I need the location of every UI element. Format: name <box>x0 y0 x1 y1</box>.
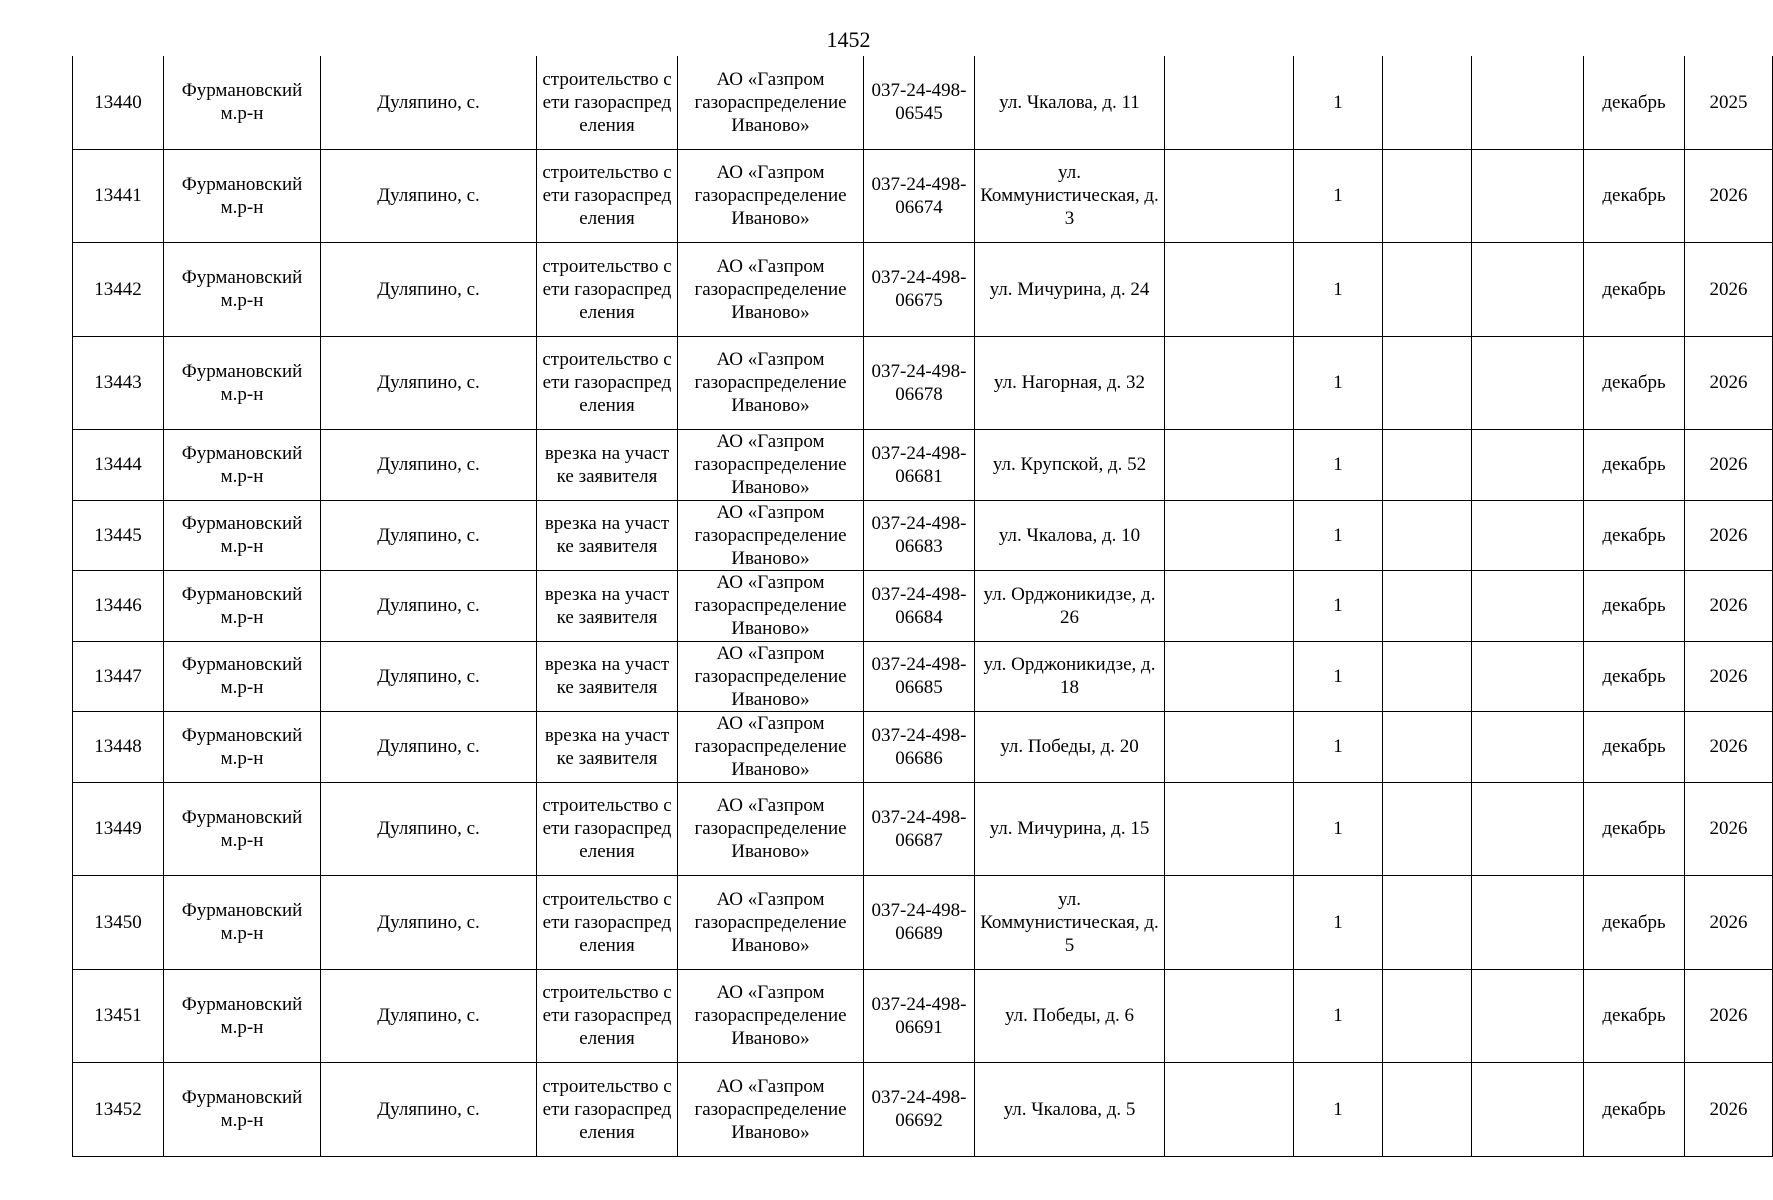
quantity-cell: 1 <box>1294 1063 1383 1157</box>
work-type-cell: строительство сети газораспределения <box>537 782 678 876</box>
work-type-cell: врезка на участке заявителя <box>537 430 678 501</box>
year-cell: 2025 <box>1685 56 1773 149</box>
locality-cell: Дуляпино, с. <box>321 430 537 501</box>
month-cell: декабрь <box>1584 712 1685 783</box>
address-cell: ул. Крупской, д. 52 <box>975 430 1165 501</box>
locality-cell: Дуляпино, с. <box>321 500 537 571</box>
year-cell: 2026 <box>1685 336 1773 430</box>
district-cell: Фурмановский м.р-н <box>164 56 321 149</box>
table-row <box>73 336 1773 430</box>
company-cell: АО «Газпром газораспределение Иваново» <box>678 430 864 501</box>
empty-cell <box>1165 336 1294 430</box>
month-cell: декабрь <box>1584 336 1685 430</box>
district-cell: Фурмановский м.р-н <box>164 1063 321 1157</box>
year-cell: 2026 <box>1685 969 1773 1063</box>
year-cell: 2026 <box>1685 876 1773 970</box>
locality-cell: Дуляпино, с. <box>321 969 537 1063</box>
quantity-cell: 1 <box>1294 243 1383 337</box>
empty-cell <box>1472 571 1584 642</box>
row-number-cell: 13441 <box>73 149 164 243</box>
district-cell: Фурмановский м.р-н <box>164 571 321 642</box>
empty-cell <box>1383 712 1472 783</box>
quantity-cell: 1 <box>1294 571 1383 642</box>
table-row <box>73 149 1773 243</box>
year-cell: 2026 <box>1685 430 1773 501</box>
empty-cell <box>1383 56 1472 149</box>
district-cell: Фурмановский м.р-н <box>164 430 321 501</box>
empty-cell <box>1165 969 1294 1063</box>
month-cell: декабрь <box>1584 430 1685 501</box>
empty-cell <box>1383 571 1472 642</box>
work-type-cell: строительство сети газораспределения <box>537 336 678 430</box>
district-cell: Фурмановский м.р-н <box>164 712 321 783</box>
empty-cell <box>1472 782 1584 876</box>
application-code-cell: 037-24-498-06685 <box>864 641 975 712</box>
empty-cell <box>1165 571 1294 642</box>
month-cell: декабрь <box>1584 56 1685 149</box>
year-cell: 2026 <box>1685 1063 1773 1157</box>
quantity-cell: 1 <box>1294 712 1383 783</box>
address-cell: ул. Орджоникидзе, д. 26 <box>975 571 1165 642</box>
row-number-cell: 13446 <box>73 571 164 642</box>
table-row <box>73 430 1773 501</box>
row-number-cell: 13450 <box>73 876 164 970</box>
empty-cell <box>1472 149 1584 243</box>
month-cell: декабрь <box>1584 500 1685 571</box>
empty-cell <box>1165 876 1294 970</box>
locality-cell: Дуляпино, с. <box>321 1063 537 1157</box>
address-cell: ул. Чкалова, д. 11 <box>975 56 1165 149</box>
table-row <box>73 243 1773 337</box>
empty-cell <box>1165 243 1294 337</box>
company-cell: АО «Газпром газораспределение Иваново» <box>678 571 864 642</box>
district-cell: Фурмановский м.р-н <box>164 641 321 712</box>
empty-cell <box>1472 1063 1584 1157</box>
address-cell: ул. Коммунистическая, д. 5 <box>975 876 1165 970</box>
table-row <box>73 782 1773 876</box>
row-number-cell: 13452 <box>73 1063 164 1157</box>
district-cell: Фурмановский м.р-н <box>164 149 321 243</box>
year-cell: 2026 <box>1685 149 1773 243</box>
empty-cell <box>1383 876 1472 970</box>
locality-cell: Дуляпино, с. <box>321 876 537 970</box>
company-cell: АО «Газпром газораспределение Иваново» <box>678 641 864 712</box>
month-cell: декабрь <box>1584 149 1685 243</box>
company-cell: АО «Газпром газораспределение Иваново» <box>678 876 864 970</box>
company-cell: АО «Газпром газораспределение Иваново» <box>678 336 864 430</box>
empty-cell <box>1383 1063 1472 1157</box>
company-cell: АО «Газпром газораспределение Иваново» <box>678 782 864 876</box>
month-cell: декабрь <box>1584 969 1685 1063</box>
empty-cell <box>1472 243 1584 337</box>
application-code-cell: 037-24-498-06684 <box>864 571 975 642</box>
table-row <box>73 969 1773 1063</box>
company-cell: АО «Газпром газораспределение Иваново» <box>678 149 864 243</box>
district-cell: Фурмановский м.р-н <box>164 243 321 337</box>
row-number-cell: 13448 <box>73 712 164 783</box>
district-cell: Фурмановский м.р-н <box>164 500 321 571</box>
locality-cell: Дуляпино, с. <box>321 243 537 337</box>
year-cell: 2026 <box>1685 243 1773 337</box>
quantity-cell: 1 <box>1294 149 1383 243</box>
locality-cell: Дуляпино, с. <box>321 56 537 149</box>
company-cell: АО «Газпром газораспределение Иваново» <box>678 969 864 1063</box>
district-cell: Фурмановский м.р-н <box>164 336 321 430</box>
empty-cell <box>1472 876 1584 970</box>
empty-cell <box>1165 430 1294 501</box>
locality-cell: Дуляпино, с. <box>321 149 537 243</box>
quantity-cell: 1 <box>1294 641 1383 712</box>
company-cell: АО «Газпром газораспределение Иваново» <box>678 56 864 149</box>
work-type-cell: строительство сети газораспределения <box>537 243 678 337</box>
work-type-cell: строительство сети газораспределения <box>537 56 678 149</box>
month-cell: декабрь <box>1584 782 1685 876</box>
month-cell: декабрь <box>1584 876 1685 970</box>
empty-cell <box>1472 641 1584 712</box>
empty-cell <box>1472 336 1584 430</box>
page-number: 1452 <box>826 27 871 52</box>
application-code-cell: 037-24-498-06692 <box>864 1063 975 1157</box>
locality-cell: Дуляпино, с. <box>321 712 537 783</box>
empty-cell <box>1165 500 1294 571</box>
month-cell: декабрь <box>1584 243 1685 337</box>
month-cell: декабрь <box>1584 641 1685 712</box>
empty-cell <box>1472 500 1584 571</box>
district-cell: Фурмановский м.р-н <box>164 969 321 1063</box>
empty-cell <box>1472 712 1584 783</box>
quantity-cell: 1 <box>1294 56 1383 149</box>
work-type-cell: врезка на участке заявителя <box>537 712 678 783</box>
work-type-cell: строительство сети газораспределения <box>537 876 678 970</box>
address-cell: ул. Победы, д. 20 <box>975 712 1165 783</box>
empty-cell <box>1472 56 1584 149</box>
empty-cell <box>1165 56 1294 149</box>
empty-cell <box>1383 336 1472 430</box>
empty-cell <box>1383 782 1472 876</box>
table-row <box>73 1063 1773 1157</box>
application-code-cell: 037-24-498-06681 <box>864 430 975 501</box>
company-cell: АО «Газпром газораспределение Иваново» <box>678 500 864 571</box>
company-cell: АО «Газпром газораспределение Иваново» <box>678 243 864 337</box>
locality-cell: Дуляпино, с. <box>321 782 537 876</box>
locality-cell: Дуляпино, с. <box>321 571 537 642</box>
application-code-cell: 037-24-498-06674 <box>864 149 975 243</box>
table-row <box>73 712 1773 783</box>
table-row <box>73 56 1773 149</box>
quantity-cell: 1 <box>1294 500 1383 571</box>
empty-cell <box>1165 1063 1294 1157</box>
work-type-cell: строительство сети газораспределения <box>537 149 678 243</box>
empty-cell <box>1383 243 1472 337</box>
empty-cell <box>1383 969 1472 1063</box>
address-cell: ул. Коммунистическая, д. 3 <box>975 149 1165 243</box>
work-type-cell: врезка на участке заявителя <box>537 571 678 642</box>
locality-cell: Дуляпино, с. <box>321 641 537 712</box>
row-number-cell: 13451 <box>73 969 164 1063</box>
application-code-cell: 037-24-498-06691 <box>864 969 975 1063</box>
company-cell: АО «Газпром газораспределение Иваново» <box>678 712 864 783</box>
month-cell: декабрь <box>1584 1063 1685 1157</box>
year-cell: 2026 <box>1685 641 1773 712</box>
empty-cell <box>1383 641 1472 712</box>
row-number-cell: 13440 <box>73 56 164 149</box>
application-code-cell: 037-24-498-06687 <box>864 782 975 876</box>
table-row <box>73 571 1773 642</box>
locality-cell: Дуляпино, с. <box>321 336 537 430</box>
empty-cell <box>1383 430 1472 501</box>
row-number-cell: 13445 <box>73 500 164 571</box>
application-code-cell: 037-24-498-06689 <box>864 876 975 970</box>
year-cell: 2026 <box>1685 571 1773 642</box>
quantity-cell: 1 <box>1294 430 1383 501</box>
row-number-cell: 13443 <box>73 336 164 430</box>
quantity-cell: 1 <box>1294 782 1383 876</box>
work-type-cell: строительство сети газораспределения <box>537 1063 678 1157</box>
application-code-cell: 037-24-498-06545 <box>864 56 975 149</box>
year-cell: 2026 <box>1685 712 1773 783</box>
empty-cell <box>1165 712 1294 783</box>
address-cell: ул. Нагорная, д. 32 <box>975 336 1165 430</box>
company-cell: АО «Газпром газораспределение Иваново» <box>678 1063 864 1157</box>
address-cell: ул. Чкалова, д. 10 <box>975 500 1165 571</box>
year-cell: 2026 <box>1685 782 1773 876</box>
table-row <box>73 641 1773 712</box>
address-cell: ул. Орджоникидзе, д. 18 <box>975 641 1165 712</box>
table-body <box>73 56 1773 1156</box>
application-code-cell: 037-24-498-06678 <box>864 336 975 430</box>
table-row <box>73 876 1773 970</box>
row-number-cell: 13442 <box>73 243 164 337</box>
application-code-cell: 037-24-498-06675 <box>864 243 975 337</box>
district-cell: Фурмановский м.р-н <box>164 782 321 876</box>
year-cell: 2026 <box>1685 500 1773 571</box>
empty-cell <box>1165 149 1294 243</box>
address-cell: ул. Чкалова, д. 5 <box>975 1063 1165 1157</box>
empty-cell <box>1472 430 1584 501</box>
address-cell: ул. Победы, д. 6 <box>975 969 1165 1063</box>
empty-cell <box>1165 641 1294 712</box>
application-code-cell: 037-24-498-06686 <box>864 712 975 783</box>
empty-cell <box>1165 782 1294 876</box>
row-number-cell: 13444 <box>73 430 164 501</box>
empty-cell <box>1472 969 1584 1063</box>
month-cell: декабрь <box>1584 571 1685 642</box>
row-number-cell: 13447 <box>73 641 164 712</box>
table-row <box>73 500 1773 571</box>
application-code-cell: 037-24-498-06683 <box>864 500 975 571</box>
empty-cell <box>1383 500 1472 571</box>
quantity-cell: 1 <box>1294 969 1383 1063</box>
gas-connection-table <box>72 56 1773 1157</box>
quantity-cell: 1 <box>1294 876 1383 970</box>
work-type-cell: врезка на участке заявителя <box>537 500 678 571</box>
quantity-cell: 1 <box>1294 336 1383 430</box>
address-cell: ул. Мичурина, д. 15 <box>975 782 1165 876</box>
row-number-cell: 13449 <box>73 782 164 876</box>
empty-cell <box>1383 149 1472 243</box>
work-type-cell: строительство сети газораспределения <box>537 969 678 1063</box>
address-cell: ул. Мичурина, д. 24 <box>975 243 1165 337</box>
work-type-cell: врезка на участке заявителя <box>537 641 678 712</box>
district-cell: Фурмановский м.р-н <box>164 876 321 970</box>
